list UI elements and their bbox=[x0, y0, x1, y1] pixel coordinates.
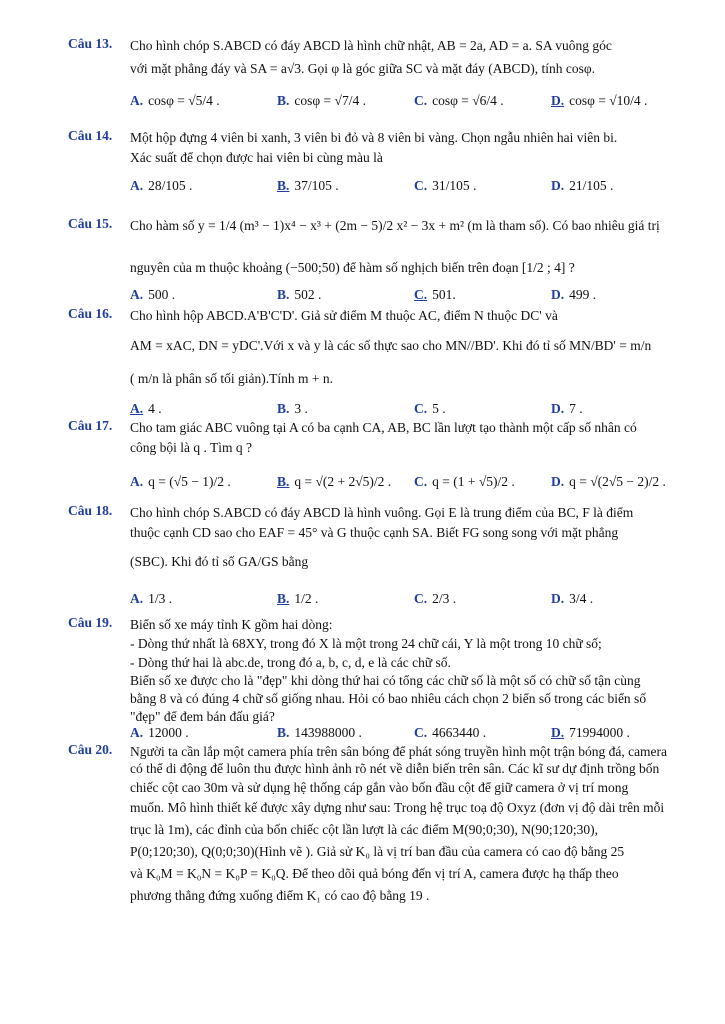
question-label: Câu 20. bbox=[68, 742, 113, 757]
option-a[interactable]: A. 1/3 . bbox=[130, 591, 173, 606]
question-text: phương thẳng đứng xuống điểm K₁ có cao độ bằng 19 . bbox=[130, 888, 430, 903]
option-a[interactable]: A. 4 . bbox=[130, 401, 162, 416]
question-text: bằng 8 và có đúng 4 chữ số giống nhau. Hỏi có bao nhiêu cách chọn 2 biển số trong các biển số bbox=[130, 691, 647, 706]
question-text: Cho hình chóp S.ABCD có đáy ABCD là hình vuông. Gọi E là trung điểm của BC, F là điểm bbox=[130, 505, 634, 520]
question-text: Người ta cần lắp một camera phía trên sân bóng để phát sóng truyền hình một trận bóng đá, camera bbox=[130, 744, 668, 759]
question-label: Câu 15. bbox=[68, 216, 113, 231]
option-d[interactable]: D. 3/4 . bbox=[551, 591, 594, 606]
question-text: Biển số xe được cho là "đẹp" khi dòng thứ hai có tổng các chữ số là một số có chữ số tận cùng bbox=[130, 673, 641, 688]
answer-options bbox=[130, 178, 689, 198]
question-label: Câu 19. bbox=[68, 615, 113, 630]
option-c[interactable]: C. cosφ = √6/4 . bbox=[414, 93, 504, 108]
question-text: chiếc cột cao 30m và sử dụng hệ thống cáp gắn vào bốn đầu cột để giữ camera ở vị trí mong bbox=[130, 780, 629, 795]
question-text: ( m/n là phân số tối giản).Tính m + n. bbox=[130, 371, 333, 386]
option-b[interactable]: B. 1/2 . bbox=[277, 591, 319, 606]
option-d[interactable]: D. cosφ = √10/4 . bbox=[551, 93, 648, 108]
question-text: trục là 1m), các đỉnh của bốn chiếc cột lần lượt là các điểm M(90;0;30), N(90;120;30), bbox=[130, 822, 599, 837]
option-c[interactable]: C. q = (1 + √5)/2 . bbox=[414, 474, 515, 489]
option-d[interactable]: D. 71994000 . bbox=[551, 725, 630, 740]
option-c[interactable]: C. 4663440 . bbox=[414, 725, 487, 740]
option-a[interactable]: A. cosφ = √5/4 . bbox=[130, 93, 220, 108]
question-label: Câu 17. bbox=[68, 418, 113, 433]
question-text: Cho tam giác ABC vuông tại A có ba cạnh CA, AB, BC lần lượt tạo thành một cấp số nhân có bbox=[130, 420, 637, 435]
option-b[interactable]: B. 502 . bbox=[277, 287, 322, 302]
question-text: "đẹp" để đem bán đấu giá? bbox=[130, 709, 275, 724]
question-text: Cho hình chóp S.ABCD có đáy ABCD là hình chữ nhật, AB = 2a, AD = a. SA vuông góc bbox=[130, 38, 612, 53]
question-text: có thể di động để luôn thu được hình ảnh rõ nét về diễn biến trên sân. Các kĩ sư dự định trồng bốn bbox=[130, 761, 660, 776]
answer-options bbox=[130, 591, 689, 611]
question-text: - Dòng thứ hai là abc.de, trong đó a, b, c, d, e là các chữ số. bbox=[130, 655, 451, 670]
question-label: Câu 14. bbox=[68, 128, 113, 143]
option-c[interactable]: C. 31/105 . bbox=[414, 178, 477, 193]
option-c[interactable]: C. 2/3 . bbox=[414, 591, 457, 606]
option-d[interactable]: D. 499 . bbox=[551, 287, 597, 302]
question-text: thuộc cạnh CD sao cho EAF = 45° và G thuộc cạnh SA. Biết FG song song với mặt phẳng bbox=[130, 525, 619, 540]
question-text: - Dòng thứ nhất là 68XY, trong đó X là một trong 24 chữ cái, Y là một trong 10 chữ số; bbox=[130, 636, 602, 651]
option-a[interactable]: A. 28/105 . bbox=[130, 178, 193, 193]
option-c[interactable]: C. 501. bbox=[414, 287, 456, 302]
question-text: Cho hàm số y = 1/4 (m³ − 1)x⁴ − x³ + (2m − 5)/2 x² − 3x + m² (m là tham số). Có bao nhiêu giá trị bbox=[130, 218, 660, 233]
question-text: AM = xAC, DN = yDC'.Với x và y là các số thực sao cho MN//BD'. Khi đó tỉ số MN/BD' = m/n bbox=[130, 338, 652, 353]
question-label: Câu 13. bbox=[68, 36, 113, 51]
option-b[interactable]: B. 3 . bbox=[277, 401, 308, 416]
option-d[interactable]: D. 7 . bbox=[551, 401, 583, 416]
option-b[interactable]: B. 37/105 . bbox=[277, 178, 339, 193]
question-text: Biển số xe máy tỉnh K gồm hai dòng: bbox=[130, 617, 333, 632]
option-d[interactable]: D. q = √(2√5 − 2)/2 . bbox=[551, 474, 666, 489]
question-text: muốn. Mô hình thiết kế được xây dựng như sau: Trong hệ trục toạ độ Oxyz (đơn vị độ dài trên mỗi bbox=[130, 800, 665, 815]
question-text: (SBC). Khi đó tỉ số GA/GS bằng bbox=[130, 554, 309, 569]
question-text: Cho hình hộp ABCD.A'B'C'D'. Giả sử điểm M thuộc AC, điểm N thuộc DC' và bbox=[130, 308, 558, 323]
answer-options bbox=[130, 474, 689, 494]
answer-options bbox=[130, 93, 689, 113]
question-text: công bội là q . Tìm q ? bbox=[130, 440, 252, 455]
question-text: P(0;120;30), Q(0;0;30)(Hình vẽ ). Giả sử K₀ là vị trí ban đầu của camera có cao độ bằng 25 bbox=[130, 844, 625, 859]
question-text: Xác suất để chọn được hai viên bi cùng màu là bbox=[130, 150, 383, 165]
question-text: Một hộp đựng 4 viên bi xanh, 3 viên bi đỏ và 8 viên bi vàng. Chọn ngẫu nhiên hai viên bi. bbox=[130, 130, 618, 145]
option-c[interactable]: C. 5 . bbox=[414, 401, 446, 416]
option-a[interactable]: A. 500 . bbox=[130, 287, 176, 302]
option-d[interactable]: D. 21/105 . bbox=[551, 178, 614, 193]
option-b[interactable]: B. q = √(2 + 2√5)/2 . bbox=[277, 474, 392, 489]
question-label: Câu 16. bbox=[68, 306, 113, 321]
question-text: với mặt phẳng đáy và SA = a√3. Gọi φ là góc giữa SC và mặt đáy (ABCD), tính cosφ. bbox=[130, 61, 595, 76]
question-text: nguyên của m thuộc khoảng (−500;50) để hàm số nghịch biến trên đoạn [1/2 ; 4] ? bbox=[130, 260, 575, 275]
option-a[interactable]: A. q = (√5 − 1)/2 . bbox=[130, 474, 231, 489]
answer-options bbox=[130, 287, 689, 307]
option-a[interactable]: A. 12000 . bbox=[130, 725, 189, 740]
question-label: Câu 18. bbox=[68, 503, 113, 518]
option-b[interactable]: B. cosφ = √7/4 . bbox=[277, 93, 366, 108]
option-b[interactable]: B. 143988000 . bbox=[277, 725, 362, 740]
question-text: và K₀M = K₀N = K₀P = K₀Q. Để theo dõi quả bóng đến vị trí A, camera được hạ thấp theo bbox=[130, 866, 619, 881]
